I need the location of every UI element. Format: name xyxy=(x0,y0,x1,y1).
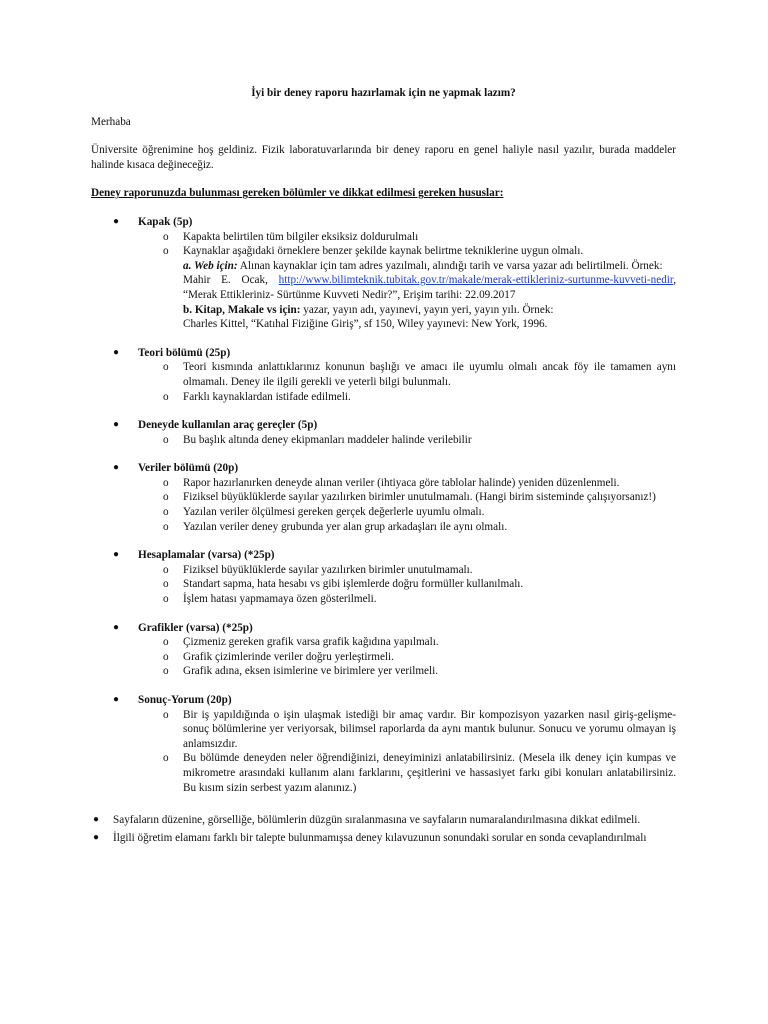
circle-bullet-icon: o xyxy=(163,361,169,374)
circle-bullet-icon: o xyxy=(163,578,169,591)
section-subitems xyxy=(138,360,676,404)
circle-bullet-icon: o xyxy=(163,506,169,519)
document-title: İyi bir deney raporu hazırlamak için ne yapmak lazım? xyxy=(251,87,516,99)
subitem-text: Grafik çizimlerinde veriler doğru yerleştirmeli. xyxy=(183,650,394,663)
subitem xyxy=(138,505,676,520)
bullet-icon: ● xyxy=(93,814,100,826)
bullet-icon: ● xyxy=(113,419,120,431)
section-subitems xyxy=(138,708,676,796)
circle-bullet-icon: o xyxy=(163,650,169,663)
bullet-icon: ● xyxy=(113,549,120,561)
circle-bullet-icon: o xyxy=(163,476,169,489)
section-title: Veriler bölümü (20p) xyxy=(138,462,239,475)
subitem-text: Teori kısmında anlattıklarınız konunun başlığı ve amacı ile uyumlu olmalı ancak föy ile tamamen aynı olmamalı. Deney ile ilgili gerekli ve yeterli bilgi bulunmalı. xyxy=(183,361,676,388)
circle-bullet-icon: o xyxy=(163,520,169,533)
subitem xyxy=(138,650,676,665)
subitem xyxy=(138,490,676,505)
subitem-text: Farklı kaynaklardan istifade edilmeli. xyxy=(183,390,351,403)
section-title: Teori bölümü (25p) xyxy=(138,346,231,359)
section-subitems xyxy=(138,230,676,259)
section-title: Sonuç-Yorum (20p) xyxy=(138,694,232,706)
section-subitems xyxy=(138,476,676,534)
greeting: Merhaba xyxy=(91,115,131,128)
subitem xyxy=(138,244,676,259)
subitem-text: Standart sapma, hata hesabı vs gibi işlemlerde doğru formüller kullanılmalı. xyxy=(183,578,524,591)
circle-bullet-icon: o xyxy=(163,433,169,446)
subitem xyxy=(138,635,676,650)
section-title: Deneyde kullanılan araç gereçler (5p) xyxy=(138,419,318,432)
web-example-link[interactable]: http://www.bilimteknik.tubitak.gov.tr/makale/merak-ettikleriniz-surtunme-kuvveti-nedir xyxy=(278,274,674,287)
circle-bullet-icon: o xyxy=(163,752,169,765)
subitem xyxy=(138,664,676,679)
circle-bullet-icon: o xyxy=(163,593,169,606)
final-note-text: İlgili öğretim elamanı farklı bir talepte bulunmamışsa deney kılavuzunun sonundaki sorular en sonda cevaplandırılmalı xyxy=(113,831,647,844)
section-item xyxy=(91,215,676,332)
intro-paragraph: Üniversite öğrenimine hoş geldiniz. Fizik laboratuvarlarında bir deney raporu en genel haliyle nasıl yazılır, burada maddeler halinde kısaca değineceğiz. xyxy=(91,144,676,171)
citation-examples xyxy=(138,259,676,332)
web-citation-example xyxy=(183,273,676,302)
subitem-text: Bu başlık altında deney ekipmanları maddeler halinde verilebilir xyxy=(183,433,472,446)
section-subitems xyxy=(138,635,676,679)
subitem xyxy=(138,230,676,245)
book-citation-text: yazar, yayın adı, yayınevi, yayın yeri, yayın yılı. Örnek: xyxy=(300,303,554,316)
subitem-text: İşlem hatası yapmamaya özen gösterilmeli. xyxy=(183,593,377,606)
subitem-text: Rapor hazırlanırken deneyde alınan veriler (ihtiyaca göre tablolar halinde) yeniden düzenlenmeli. xyxy=(183,476,620,489)
final-note-text: Sayfaların düzenine, görselliğe, bölümlerin düzgün sıralanmasına ve sayfaların numaralandırılmasına dikkat edilmeli. xyxy=(113,814,641,827)
section-item xyxy=(91,418,676,447)
book-citation-label: b. Kitap, Makale vs için: xyxy=(183,303,301,316)
section-item xyxy=(91,693,676,795)
bullet-icon: ● xyxy=(113,462,120,474)
circle-bullet-icon: o xyxy=(163,708,169,721)
section-title: Hesaplamalar (varsa) (*25p) xyxy=(138,549,275,562)
section-subitems xyxy=(138,433,676,448)
subitem xyxy=(138,577,676,592)
subitem-text: Fiziksel büyüklüklerde sayılar yazılırken birimler unutulmamalı. (Hangi birim sisteminde çalışıyorsanız!) xyxy=(183,491,656,504)
final-note xyxy=(91,831,676,846)
bullet-icon: ● xyxy=(113,694,120,705)
circle-bullet-icon: o xyxy=(163,245,169,258)
section-title: Kapak (5p) xyxy=(138,215,193,228)
section-item xyxy=(91,346,676,404)
subitem-text: Fiziksel büyüklüklerde sayılar yazılırken birimler unutulmamalı. xyxy=(183,563,473,576)
subitem xyxy=(138,751,676,795)
book-citation-example: Charles Kittel, “Katıhal Fiziğine Giriş”, sf 150, Wiley yayınevi: New York, 1996. xyxy=(183,318,548,331)
web-citation-rule xyxy=(183,259,676,274)
subitem xyxy=(138,563,676,578)
section-title: Grafikler (varsa) (*25p) xyxy=(138,621,253,634)
subitem-text: Yazılan veriler ölçülmesi gereken gerçek değerlerle uyumlu olmalı. xyxy=(183,506,485,519)
bullet-icon: ● xyxy=(113,621,120,633)
section-item xyxy=(91,461,676,534)
circle-bullet-icon: o xyxy=(163,563,169,576)
section-item xyxy=(91,548,676,606)
section-item xyxy=(91,621,676,679)
final-notes-list xyxy=(91,813,676,845)
subitem-text: Kaynaklar aşağıdaki örneklere benzer şekilde kaynak belirtme tekniklerine uygun olmalı. xyxy=(183,245,584,258)
subitem-text: Bir iş yapıldığında o işin ulaşmak istediği bir amaç vardır. Bir kompozisyon yazarken nasıl giriş-gelişme-sonuç bölümlerine yer veriyorsak, bilimsel raporlarda da aynı mantık bulunur. Sonucu ve yorumu olmayan iş anlamsızdır. xyxy=(183,708,676,750)
subitem xyxy=(138,390,676,405)
document-page xyxy=(91,86,676,848)
circle-bullet-icon: o xyxy=(163,665,169,678)
web-citation-text: Alınan kaynaklar için tam adres yazılmalı, alındığı tarih ve varsa yazar adı belirtilmeli. Örnek: xyxy=(237,259,663,272)
subitem-text: Bu bölümde deneyden neler öğrendiğinizi, deneyiminizi anlatabilirsiniz. (Mesela ilk deney için kumpas ve mikrometre arasındaki kullanım alanı farklarını, çeşitlerini ve hassasiyet farkı gibi konuları anlatabilirsiniz. Bu kısım sizin serbest yazım alanınız.) xyxy=(183,752,676,794)
sections-heading: Deney raporunuzda bulunması gereken bölümler ve dikkat edilmesi gereken hususlar: xyxy=(91,187,504,200)
final-note xyxy=(91,813,676,828)
subitem xyxy=(138,708,676,752)
circle-bullet-icon: o xyxy=(163,390,169,403)
subitem-text: Kapakta belirtilen tüm bilgiler eksiksiz doldurulmalı xyxy=(183,230,419,243)
subitem xyxy=(138,433,676,448)
book-citation-rule xyxy=(183,303,676,318)
bullet-icon: ● xyxy=(113,346,120,358)
subitem-text: Yazılan veriler deney grubunda yer alan grup arkadaşları ile aynı olmalı. xyxy=(183,520,508,533)
subitem xyxy=(138,592,676,607)
web-example-rest: , “Merak Ettikleriniz- Sürtünme Kuvveti Nedir?”, Erişim tarihi: 22.09.2017 xyxy=(183,274,676,301)
subitem-text: Grafik adına, eksen isimlerine ve birimlere yer verilmeli. xyxy=(183,665,439,678)
bullet-icon: ● xyxy=(93,831,100,843)
subitem-text: Çizmeniz gereken grafik varsa grafik kağıdına yapılmalı. xyxy=(183,636,439,649)
section-subitems xyxy=(138,563,676,607)
web-example-author: Mahir E. Ocak, xyxy=(183,274,279,287)
sections-list xyxy=(91,215,676,795)
subitem xyxy=(138,520,676,535)
subitem xyxy=(138,476,676,491)
subitem xyxy=(138,360,676,389)
circle-bullet-icon: o xyxy=(163,491,169,504)
bullet-icon: ● xyxy=(113,215,120,227)
circle-bullet-icon: o xyxy=(163,636,169,649)
web-citation-label: a. Web için: xyxy=(183,259,238,272)
circle-bullet-icon: o xyxy=(163,230,169,243)
